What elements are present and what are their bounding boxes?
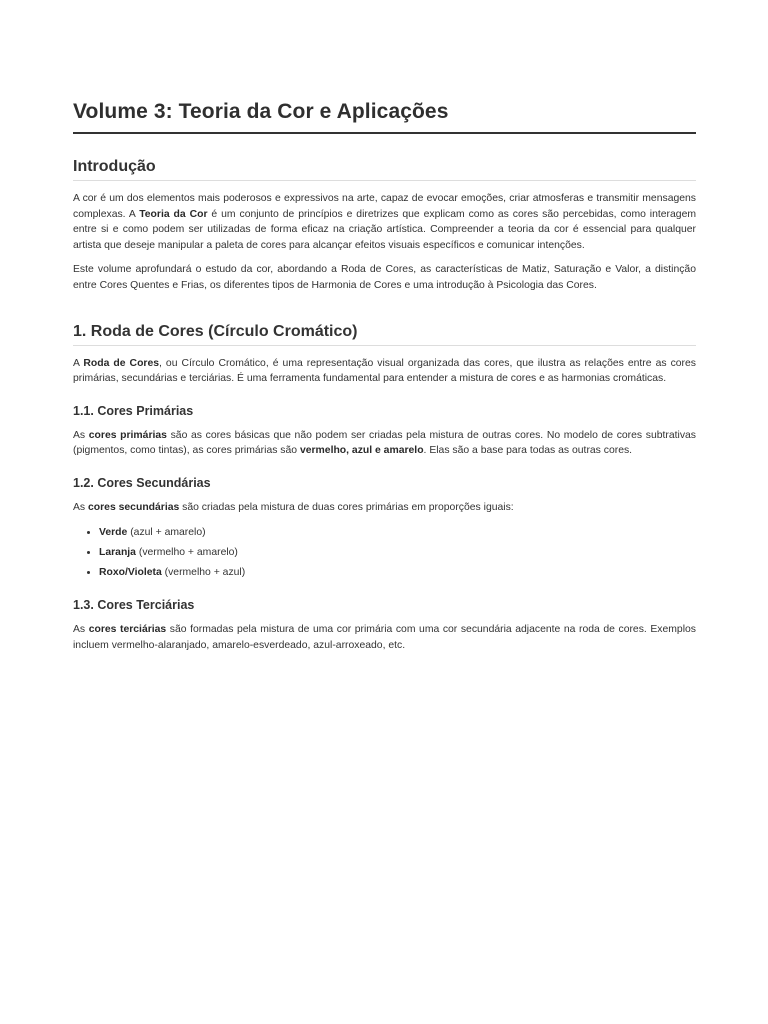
primarias-heading: 1.1. Cores Primárias	[73, 403, 194, 418]
terciarias-bold-term: cores terciárias	[88, 623, 167, 635]
intro-p1-bold-term: Teoria da Cor	[139, 208, 208, 220]
sec1-bold-term: Roda de Cores	[83, 357, 160, 369]
intro-p1-text-c: é um conjunto de princípios e diretrizes que explicam como as cores são percebidas, como interagem entre si e como podem ser utilizadas de forma eficaz na criação artística. Compreender a teoria da cor é essencial para qualquer artista que deseje manipular a paleta de cores para alcançar efeitos visuais específicos e comunicar intenções.	[73, 208, 697, 251]
secundarias-text-a: As	[73, 501, 89, 513]
document-title: Volume 3: Teoria da Cor e Aplicações	[73, 100, 696, 134]
intro-p1-text-a: A cor é um dos elementos mais poderosos e expressivos na arte, capaz de evocar emoções, criar atmosferas e transmitir mensagens complexas. A	[73, 193, 696, 220]
secundarias-list	[73, 525, 696, 581]
intro-paragraph-2: Este volume aprofundará o estudo da cor, abordando a Roda de Cores, as características de Matiz, Saturação e Valor, a distinção entre Cores Quentes e Frias, os diferentes tipos de Harmonia de Cores e uma introdução à Psicologia das Cores.	[73, 264, 696, 291]
terciarias-paragraph	[73, 622, 696, 653]
primarias-text-c: são as cores básicas que não podem ser criadas pela mistura de outras cores. No modelo de cores subtrativas (pigmentos, como tintas), as cores primárias são	[73, 429, 697, 457]
primarias-text-e: . Elas são a base para todas as outras cores.	[423, 445, 633, 457]
intro-heading: Introdução	[73, 158, 696, 181]
list-item-name: Roxo/Violeta	[99, 567, 162, 579]
list-item-desc: (vermelho + amarelo)	[135, 546, 238, 558]
secundarias-heading: 1.2. Cores Secundárias	[73, 475, 211, 490]
secundarias-bold-term: cores secundárias	[88, 501, 180, 513]
list-item-desc: (azul + amarelo)	[127, 526, 206, 538]
list-item-desc: (vermelho + azul)	[161, 567, 246, 579]
list-item-name: Laranja	[99, 546, 136, 558]
list-item	[99, 545, 696, 561]
list-item	[99, 525, 696, 541]
section-1-heading: 1. Roda de Cores (Círculo Cromático)	[73, 323, 696, 346]
terciarias-text-c: são formadas pela mistura de uma cor primária com uma cor secundária adjacente na roda de cores. Exemplos incluem vermelho-alaranjado, amarelo-esverdeado, azul-arroxeado, etc.	[73, 623, 696, 651]
secundarias-paragraph	[73, 500, 696, 516]
terciarias-text-a: As	[73, 623, 89, 635]
sec1-text-a: A	[73, 357, 84, 369]
sec1-text-c: , ou Círculo Cromático, é uma representação visual organizada das cores, que ilustra as relações entre as cores primárias, secundárias e terciárias. É uma ferramenta fundamental para entender a mistura de cores e as harmonias cromáticas.	[73, 357, 696, 385]
primarias-bold-term: cores primárias	[88, 429, 167, 441]
list-item	[99, 565, 696, 581]
primarias-paragraph	[73, 428, 696, 459]
section-1-paragraph	[73, 356, 696, 387]
secundarias-text-c: são criadas pela mistura de duas cores primárias em proporções iguais:	[179, 501, 514, 513]
primarias-bold-colors: vermelho, azul e amarelo	[299, 445, 424, 457]
terciarias-heading: 1.3. Cores Terciárias	[73, 597, 195, 612]
list-item-name: Verde	[99, 526, 128, 538]
primarias-text-a: As	[73, 429, 89, 441]
intro-paragraph-1	[73, 191, 696, 253]
